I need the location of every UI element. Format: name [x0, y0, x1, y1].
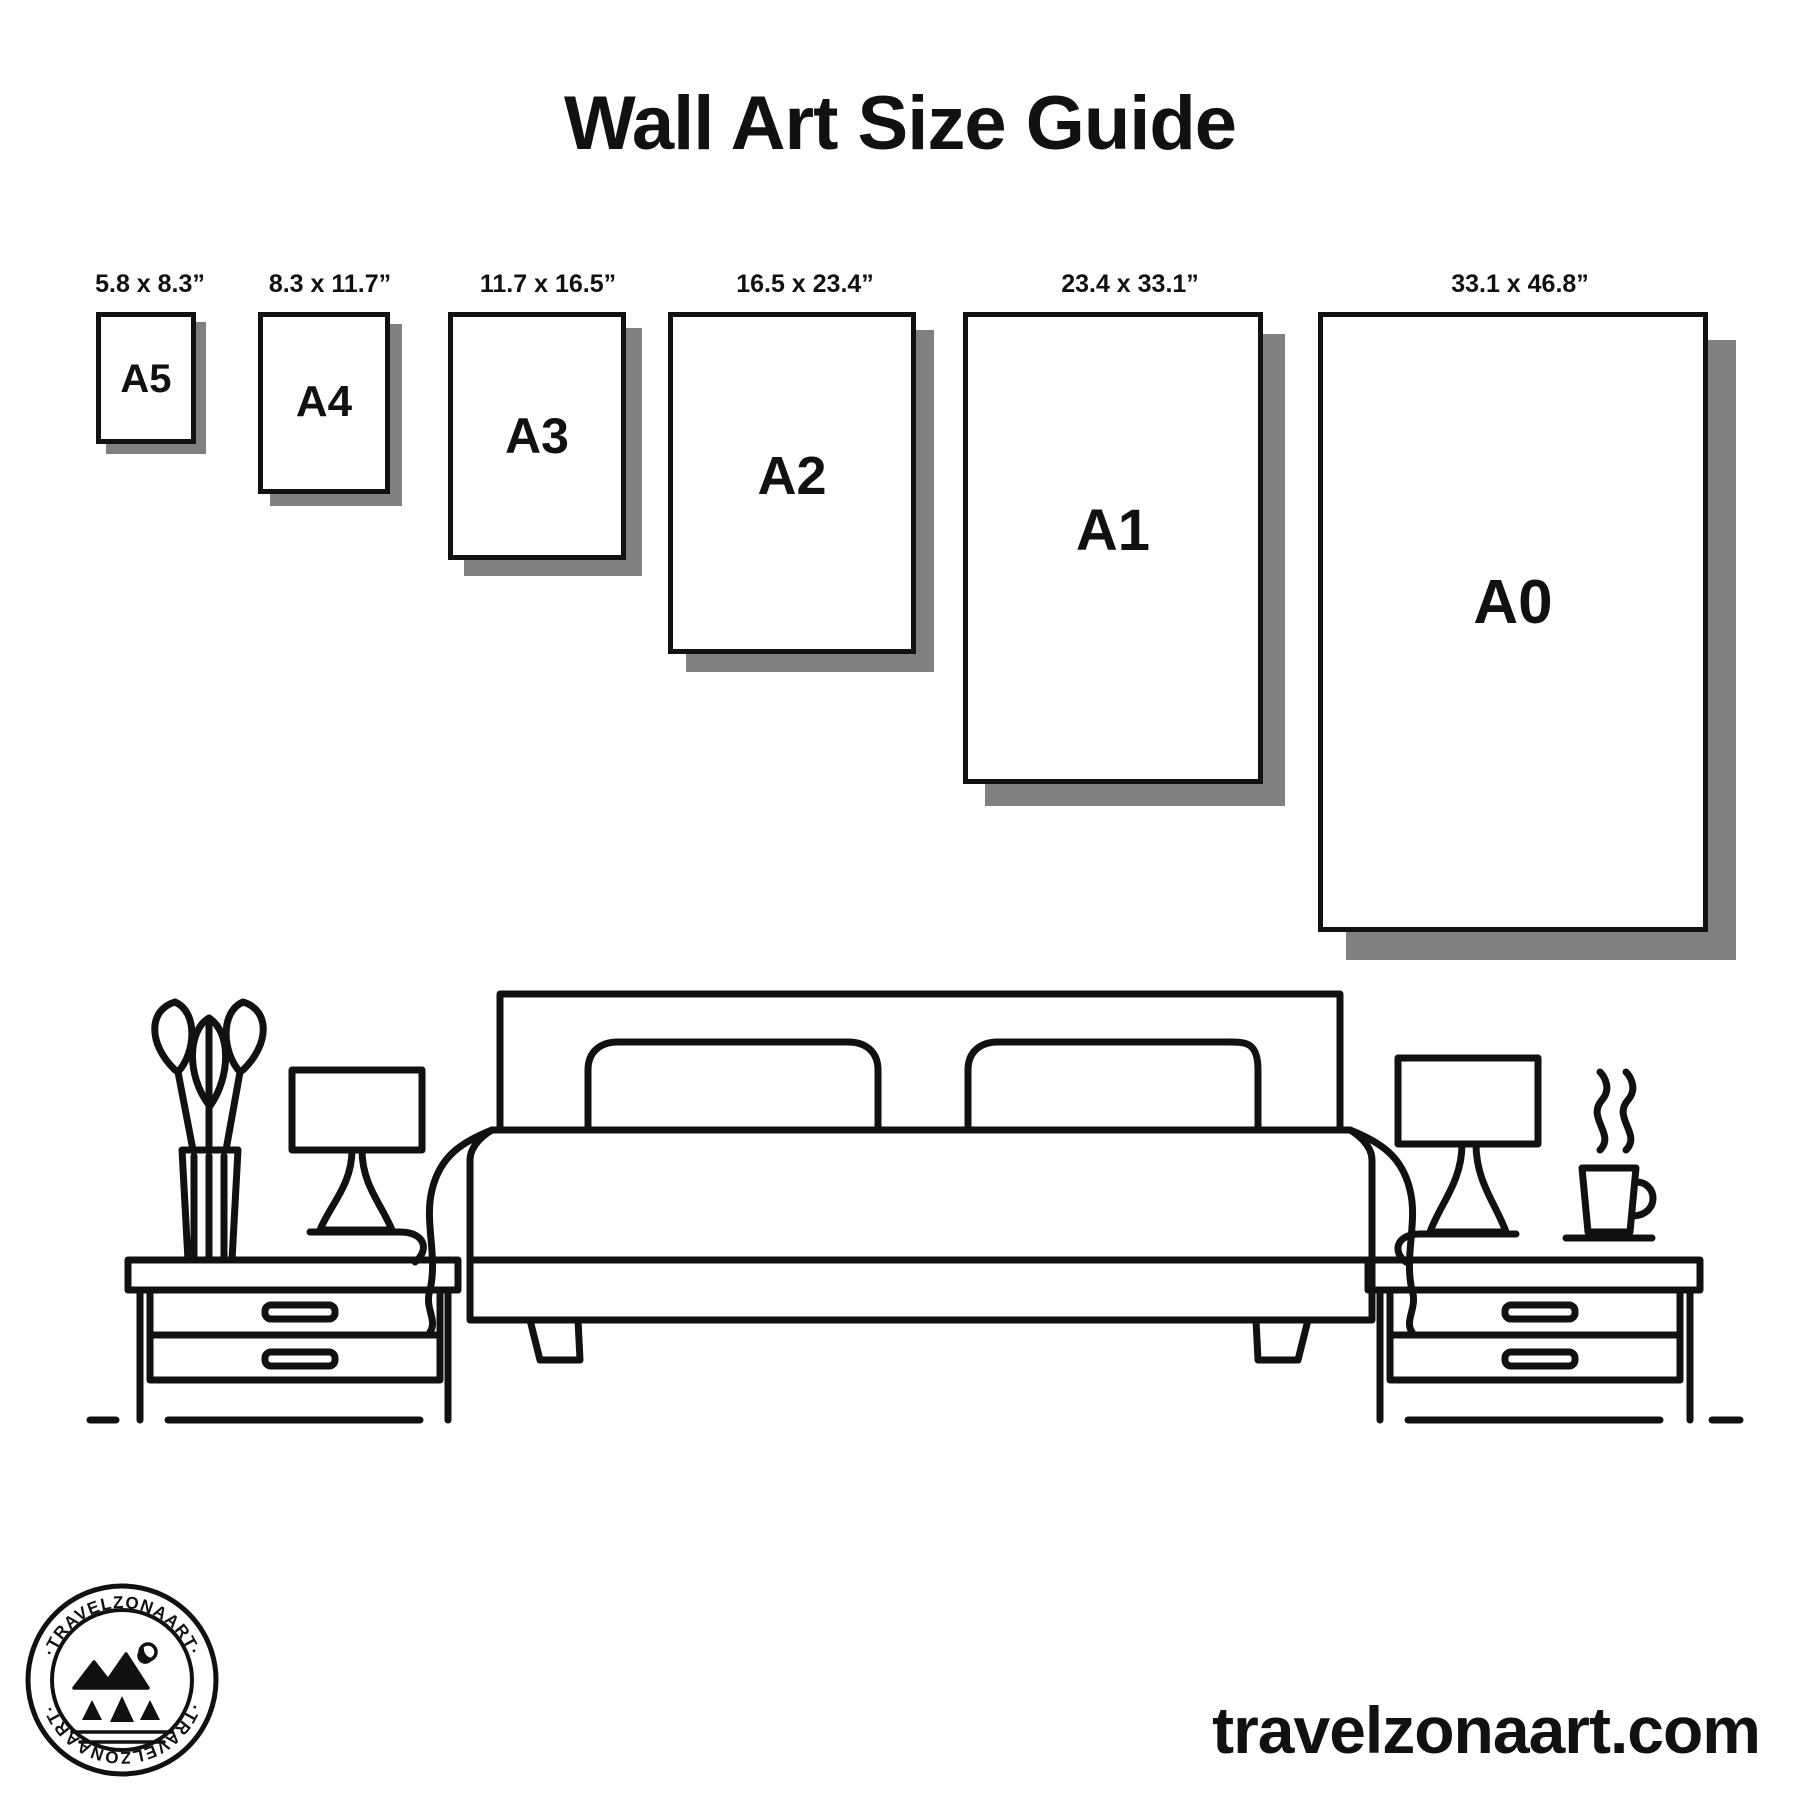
svg-text:·TRAVELZONAART·: ·TRAVELZONAART·: [39, 1592, 205, 1659]
frame-box-a1: [963, 312, 1263, 784]
frame-label-a2: 16.5 x 23.4”: [736, 270, 874, 298]
frame-name-a2: A2: [757, 446, 827, 506]
nightstand-left-icon: [128, 1260, 458, 1420]
frame-label-a0: 33.1 x 46.8”: [1451, 270, 1589, 298]
frame-label-a4: 8.3 x 11.7”: [268, 270, 392, 298]
plant-vase-icon: [155, 1002, 264, 1260]
frame-name-a0: A0: [1473, 568, 1553, 637]
table-lamp-left-icon: [292, 1070, 423, 1262]
frame-label-a5: 5.8 x 8.3”: [95, 270, 205, 298]
frame-group-a0: [1310, 270, 1730, 880]
frame-box-a5: [96, 312, 196, 444]
frame-box-a4: [258, 312, 390, 494]
coffee-cup-icon: [1566, 1072, 1653, 1238]
frame-name-a5: A5: [120, 357, 172, 401]
frame-name-a3: A3: [505, 408, 569, 464]
bedroom-scene: [0, 960, 1800, 1580]
frame-label-a1: 23.4 x 33.1”: [1061, 270, 1199, 298]
svg-text:·TRAVELZONAART·: ·TRAVELZONAART·: [39, 1701, 205, 1768]
frame-group-a3: [440, 270, 656, 570]
table-lamp-right-icon: [1398, 1058, 1538, 1262]
frame-group-a2: [660, 270, 950, 650]
frame-name-a1: A1: [1075, 498, 1151, 563]
brand-logo: [22, 1580, 222, 1780]
website-url: travelzonaart.com: [1212, 1693, 1760, 1767]
frame-box-a3: [448, 312, 626, 560]
page-title: Wall Art Size Guide: [563, 81, 1237, 166]
frame-box-a2: [668, 312, 916, 654]
frame-group-a1: [955, 270, 1305, 750]
nightstand-right-icon: [1368, 1260, 1700, 1420]
frame-label-a3: 11.7 x 16.5”: [479, 270, 617, 298]
bed-icon: [428, 994, 1413, 1360]
frame-name-a4: A4: [295, 377, 353, 426]
frame-box-a0: [1318, 312, 1708, 932]
frame-group-a4: [250, 270, 410, 500]
size-chart: [0, 270, 1800, 980]
frame-group-a5: [88, 270, 212, 460]
